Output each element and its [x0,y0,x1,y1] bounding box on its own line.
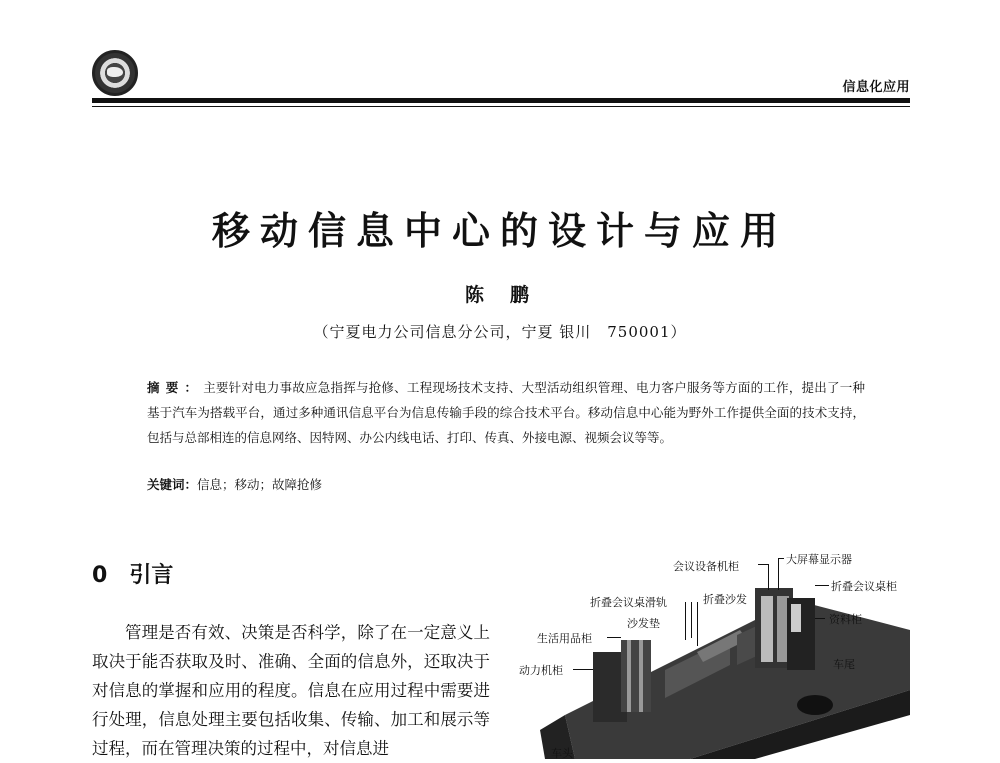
section-heading [92,558,173,589]
section-tag: 信息化应用 [842,80,910,95]
label-folding-table-cabinet: 折叠会议桌柜 [831,580,897,593]
label-front: 车头 [551,747,573,760]
header-rule-thin [92,106,910,107]
label-document-cabinet: 资料柜 [829,613,862,626]
label-power-cabinet: 动力机柜 [519,664,563,677]
keywords-label: 关键词： [147,477,198,492]
abstract-text: 主要针对电力事故应急指挥与抢修、工程现场技术支持、大型活动组织管理、电力客户服务等方面的工作，提出了一种基于汽车为搭载平台，通过多种通讯信息平台为信息传输手段的综合技术平台。移动信息中心能为野外工作提供全面的技术支持，包括与总部相连的信息网络、因特网、办公内线电话、打印、传真、外接电源、视频会议等等。 [147,380,865,445]
author: 陈鹏 [464,284,555,306]
label-folding-sofa: 折叠沙发 [703,593,747,606]
supplies-cabinet-shape [621,640,651,712]
label-rear: 车尾 [833,658,855,671]
label-big-screen: 大屏幕显示器 [786,553,852,566]
section-title: 引言 [129,563,174,588]
keywords-text: 信息；移动；故障抢修 [197,477,323,492]
body-paragraph: 管理是否有效、决策是否科学，除了在一定意义上取决于能否获取及时、准确、全面的信息外，还取决于对信息的掌握和应用的程度。信息在应用过程中需要进行处理，信息处理主要包括收集、传输、加工和展示等过程，而在管理决策的过程中，对信息进 [92,623,490,758]
label-sofa-cushion: 沙发垫 [627,617,660,630]
section-number: 0 [92,563,108,588]
abstract [147,375,865,450]
label-folding-table-rail: 折叠会议桌滑轨 [590,596,667,609]
article-title: 移动信息中心的设计与应用 [211,209,788,253]
affiliation: （宁夏电力公司信息分公司，宁夏 银川 750001） [313,323,687,341]
body-text [92,618,490,763]
label-supplies-cabinet: 生活用品柜 [537,632,592,645]
label-conference-cabinet: 会议设备机柜 [673,560,739,573]
journal-logo [92,50,138,96]
vehicle-layout-figure [515,540,910,759]
header-rule [92,98,910,103]
abstract-label: 摘要： [147,380,204,395]
keywords [147,475,865,493]
